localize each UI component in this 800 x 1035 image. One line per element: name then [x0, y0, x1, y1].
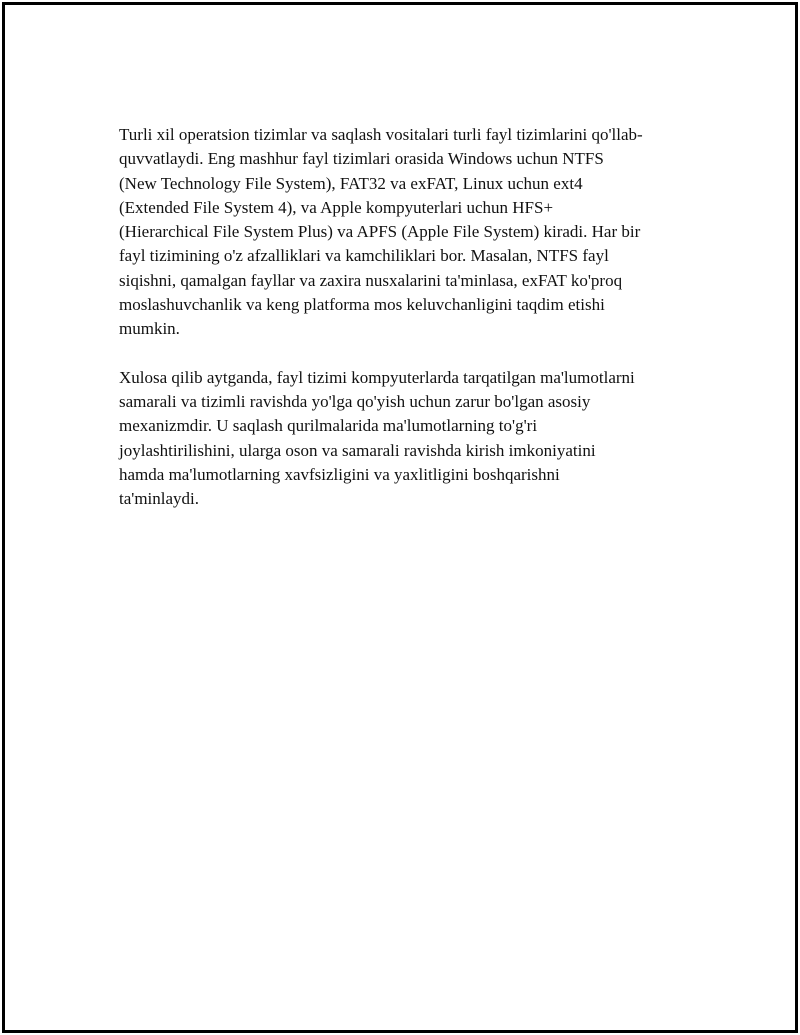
text-line: mumkin. [119, 319, 180, 339]
text-line: mexanizmdir. U saqlash qurilmalarida ma'lumotlarning to'g'ri [119, 416, 538, 436]
text-line: Xulosa qilib aytganda, fayl tizimi kompyuterlarda tarqatilgan ma'lumotlarni [119, 367, 635, 387]
text-line: hamda ma'lumotlarning xavfsizligini va yaxlitligini boshqarishni [119, 464, 560, 484]
text-line: fayl tizimining o'z afzalliklari va kamchiliklari bor. Masalan, NTFS fayl [119, 246, 609, 266]
paragraph-conclusion [119, 366, 694, 512]
document-page [2, 2, 798, 1033]
document-body [119, 123, 694, 511]
text-line: samarali va tizimli ravishda yo'lga qo'yish uchun zarur bo'lgan asosiy [119, 391, 591, 411]
text-line: (New Technology File System), FAT32 va exFAT, Linux uchun ext4 [119, 173, 583, 193]
text-line: (Extended File System 4), va Apple kompyuterlari uchun HFS+ [119, 197, 554, 217]
text-line: quvvatlaydi. Eng mashhur fayl tizimlari orasida Windows uchun NTFS [119, 149, 604, 169]
text-line: siqishni, qamalgan fayllar va zaxira nusxalarini ta'minlasa, exFAT ko'proq [119, 270, 623, 290]
text-line: ta'minlaydi. [119, 489, 200, 509]
text-line: moslashuvchanlik va keng platforma mos keluvchanligini taqdim etishi [119, 295, 605, 315]
text-line: (Hierarchical File System Plus) va APFS (Apple File System) kiradi. Har bir [119, 222, 641, 242]
text-line: joylashtirilishini, ularga oson va samarali ravishda kirish imkoniyatini [119, 440, 596, 460]
text-line: Turli xil operatsion tizimlar va saqlash vositalari turli fayl tizimlarini qo'llab- [119, 125, 643, 144]
paragraph-file-systems [119, 123, 694, 342]
